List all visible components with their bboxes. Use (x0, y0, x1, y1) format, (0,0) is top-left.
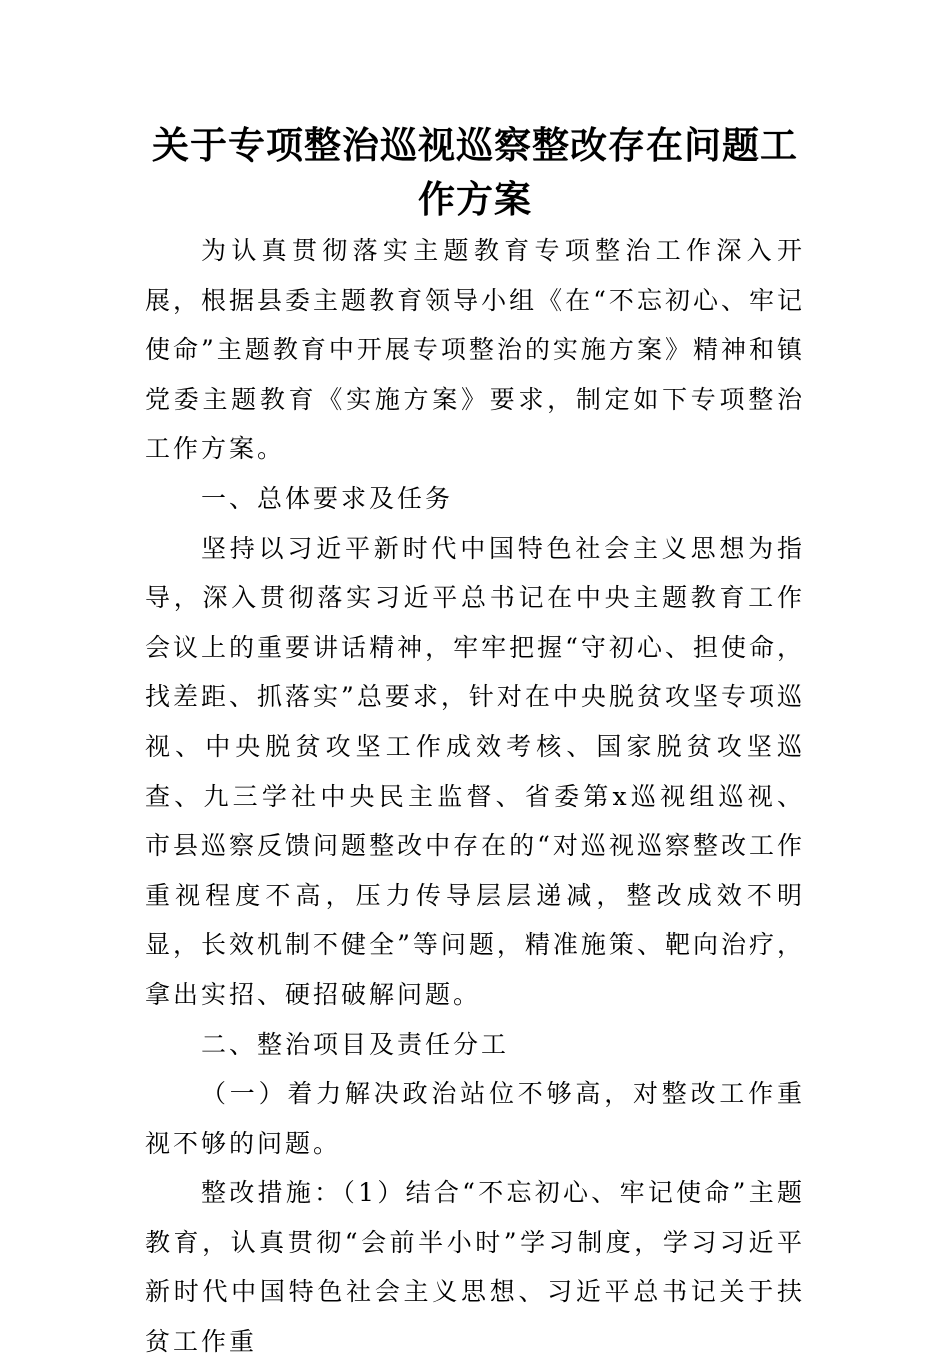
paragraph-intro: 为认真贯彻落实主题教育专项整治工作深入开展，根据县委主题教育领导小组《在“不忘初心、牢记使命”主题教育中开展专项整治的实施方案》精神和镇党委主题教育《实施方案》要求，制定如下专项整治工作方案。 (145, 236, 805, 464)
paragraph-requirements: 坚持以习近平新时代中国特色社会主义思想为指导，深入贯彻落实习近平总书记在中央主题教育工作会议上的重要讲话精神，牢牢把握“守初心、担使命，找差距、抓落实”总要求，针对在中央脱贫攻坚专项巡视、中央脱贫攻坚工作成效考核、国家脱贫攻坚巡查、九三学社中央民主监督、省委第x巡视组巡视、市县巡察反馈问题整改中存在的“对巡视巡察整改工作重视程度不高，压力传导层层递减，整改成效不明显，长效机制不健全”等问题，精准施策、靶向治疗，拿出实招、硬招破解问题。 (145, 533, 805, 1009)
paragraph-measures: 整改措施：（1）结合“不忘初心、牢记使命”主题教育，认真贯彻“会前半小时”学习制度，学习习近平新时代中国特色社会主义思想、习近平总书记关于扶贫工作重 (145, 1178, 805, 1357)
subsection-heading-1: （一）着力解决政治站位不够高，对整改工作重视不够的问题。 (145, 1079, 805, 1158)
section-heading-2: 二、整治项目及责任分工 (201, 1029, 510, 1059)
document-body (145, 226, 805, 1367)
document-title: 关于专项整治巡视巡察整改存在问题工作方案 (152, 123, 798, 221)
section-heading-1: 一、总体要求及任务 (201, 483, 454, 513)
